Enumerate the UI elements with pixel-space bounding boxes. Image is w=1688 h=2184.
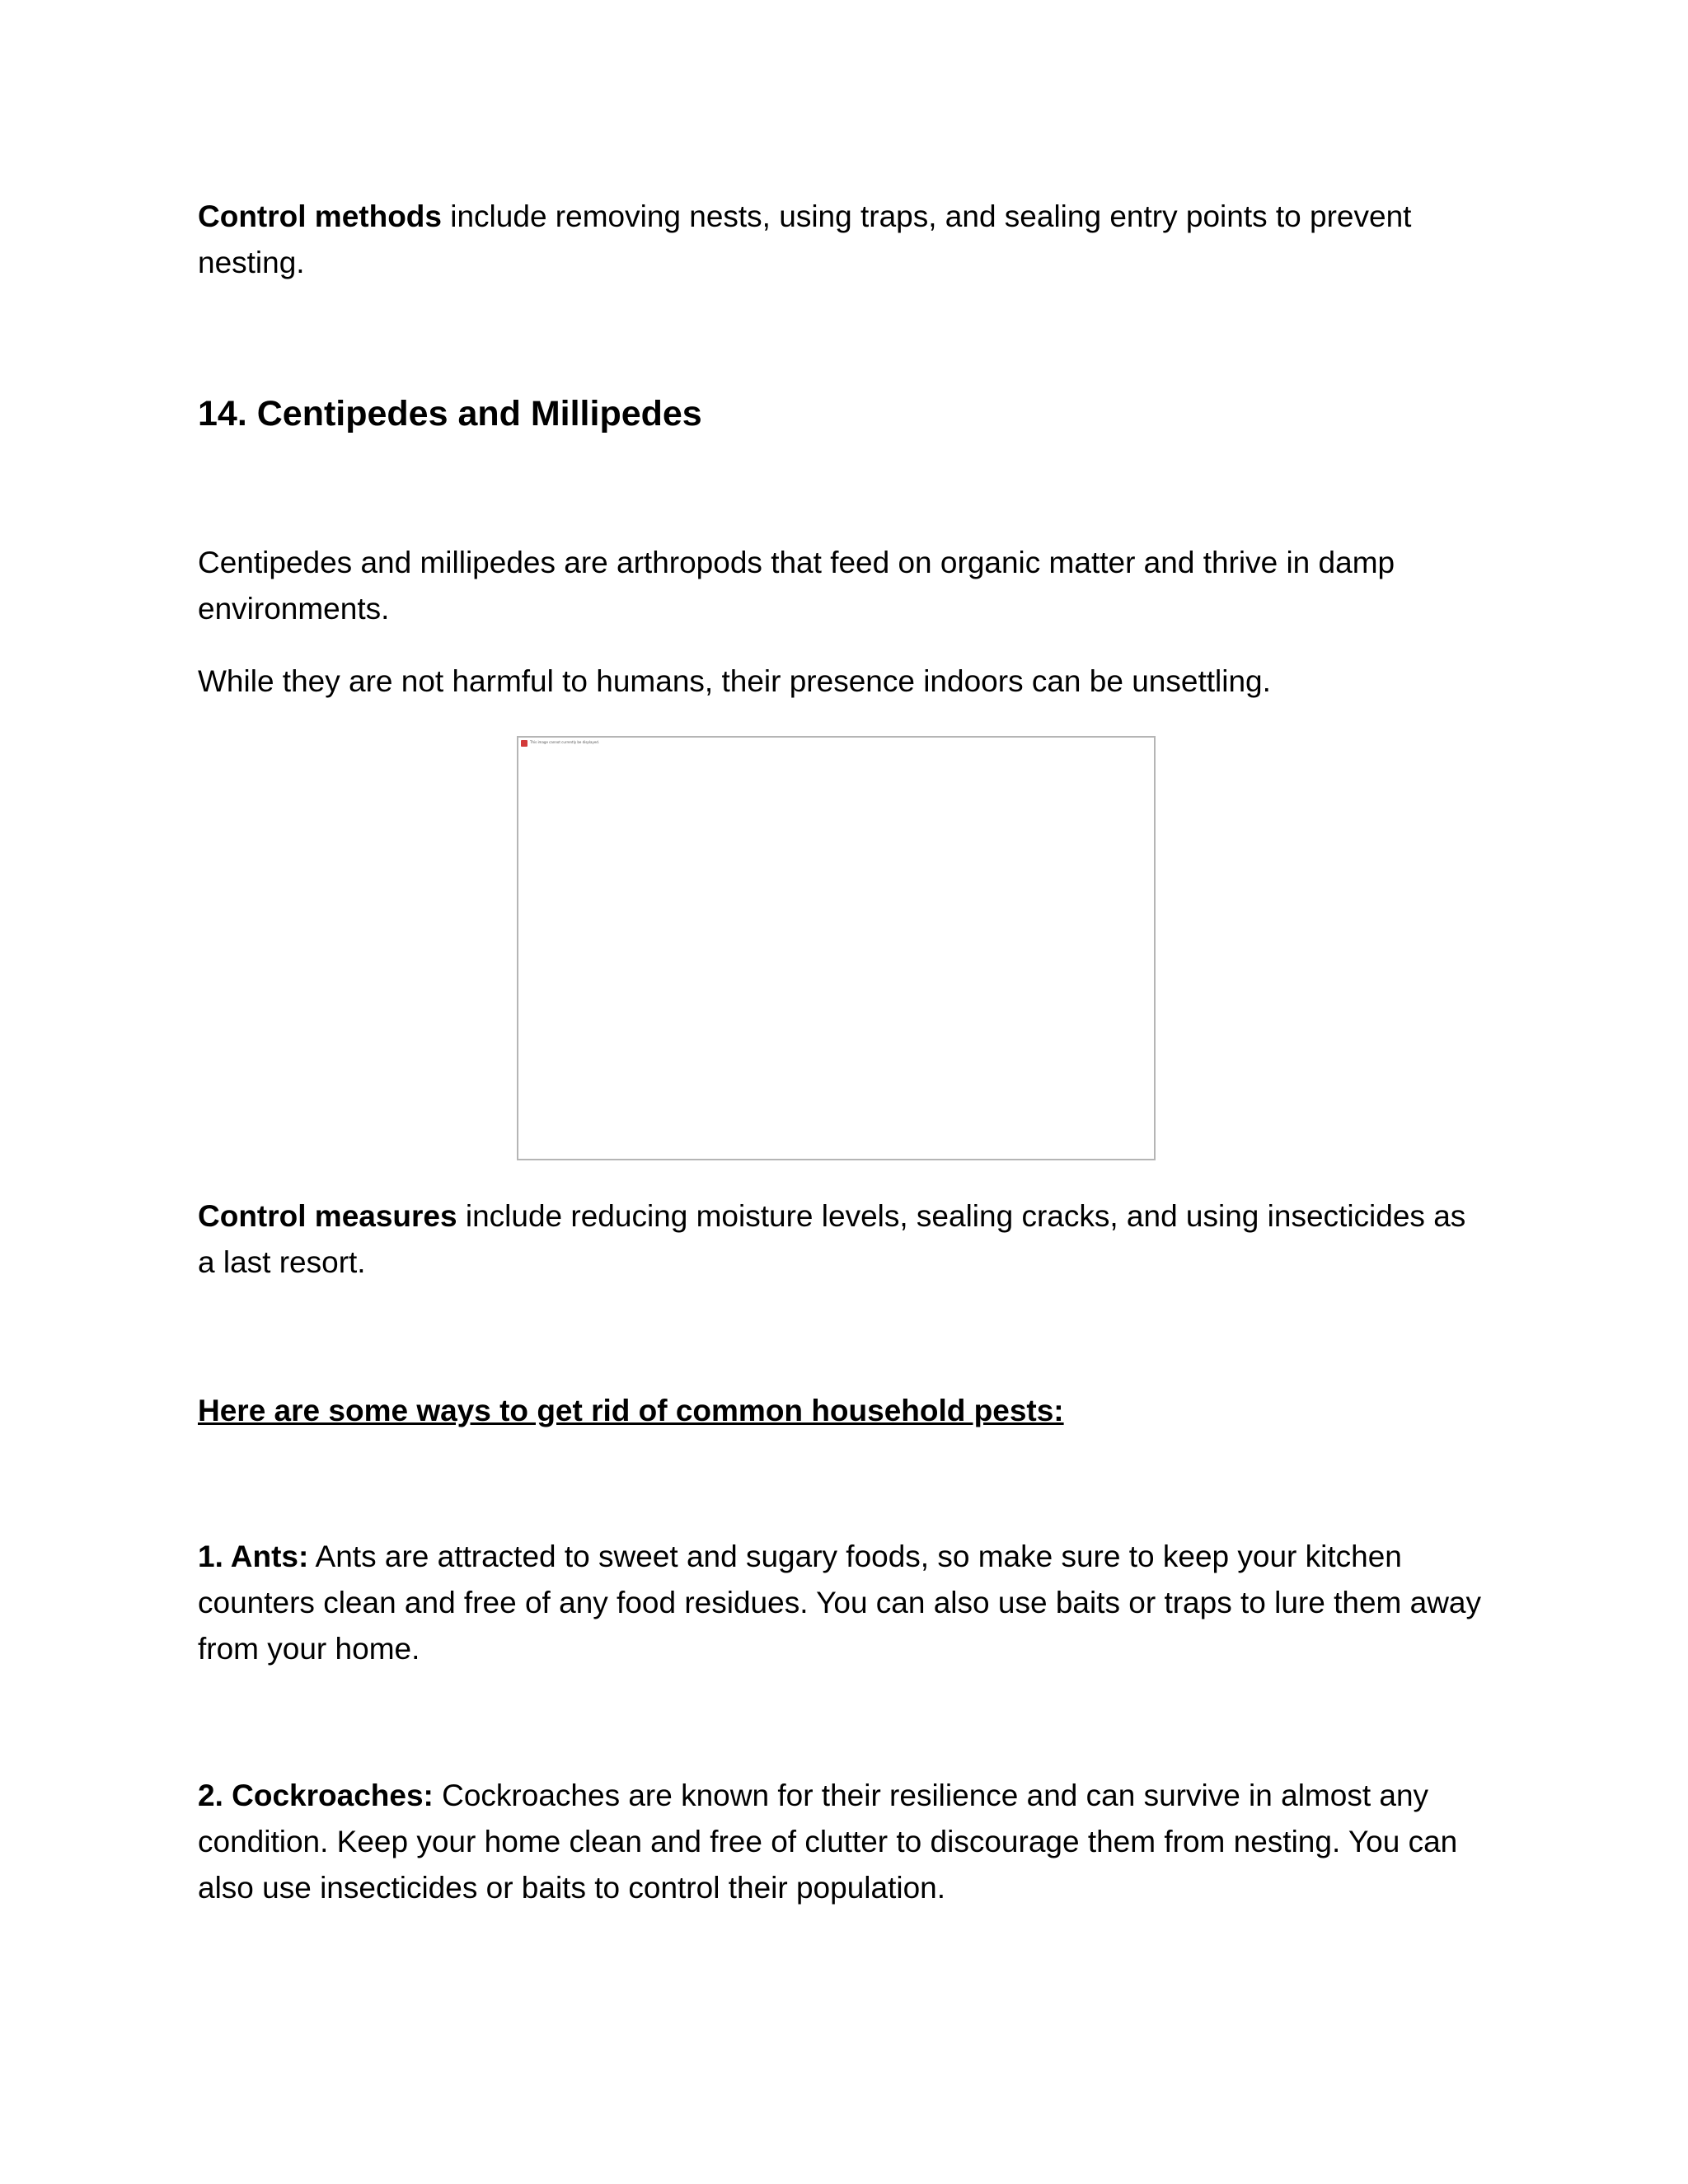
broken-image-icon — [521, 740, 528, 747]
ants-text: Ants are attracted to sweet and sugary foods, so make sure to keep your kitchen counters clean and free of any food residues. You can also use baits or traps to lure them away from your home. — [198, 1540, 1481, 1666]
presence-paragraph: While they are not harmful to humans, their presence indoors can be unsettling. — [198, 664, 1271, 698]
control-methods-text: include removing nests, using traps, and sealing entry points to prevent nesting. — [198, 199, 1412, 279]
cockroaches-item — [198, 1773, 1484, 1911]
cockroaches-label: 2. Cockroaches: — [198, 1779, 434, 1812]
control-methods-paragraph — [198, 194, 1484, 286]
control-methods-label: Control methods — [198, 199, 442, 233]
control-measures-paragraph — [198, 1193, 1484, 1286]
image-placeholder — [517, 736, 1156, 1160]
section-heading: 14. Centipedes and Millipedes — [198, 394, 702, 434]
image-alt-text: This image cannot currently be displayed. — [530, 740, 600, 744]
intro-paragraph: Centipedes and millipedes are arthropods that feed on organic matter and thrive in damp environments. — [198, 546, 1395, 626]
ants-item — [198, 1534, 1484, 1672]
ways-subheading: Here are some ways to get rid of common household pests: — [198, 1394, 1064, 1427]
ants-label: 1. Ants: — [198, 1540, 309, 1573]
control-measures-text: include reducing moisture levels, sealing cracks, and using insecticides as a last resort. — [198, 1199, 1466, 1279]
cockroaches-text: Cockroaches are known for their resilience and can survive in almost any condition. Keep your home clean and free of clutter to discourage them from nesting. You can also use insecticides or baits to control their population. — [198, 1779, 1458, 1905]
control-measures-label: Control measures — [198, 1199, 457, 1233]
